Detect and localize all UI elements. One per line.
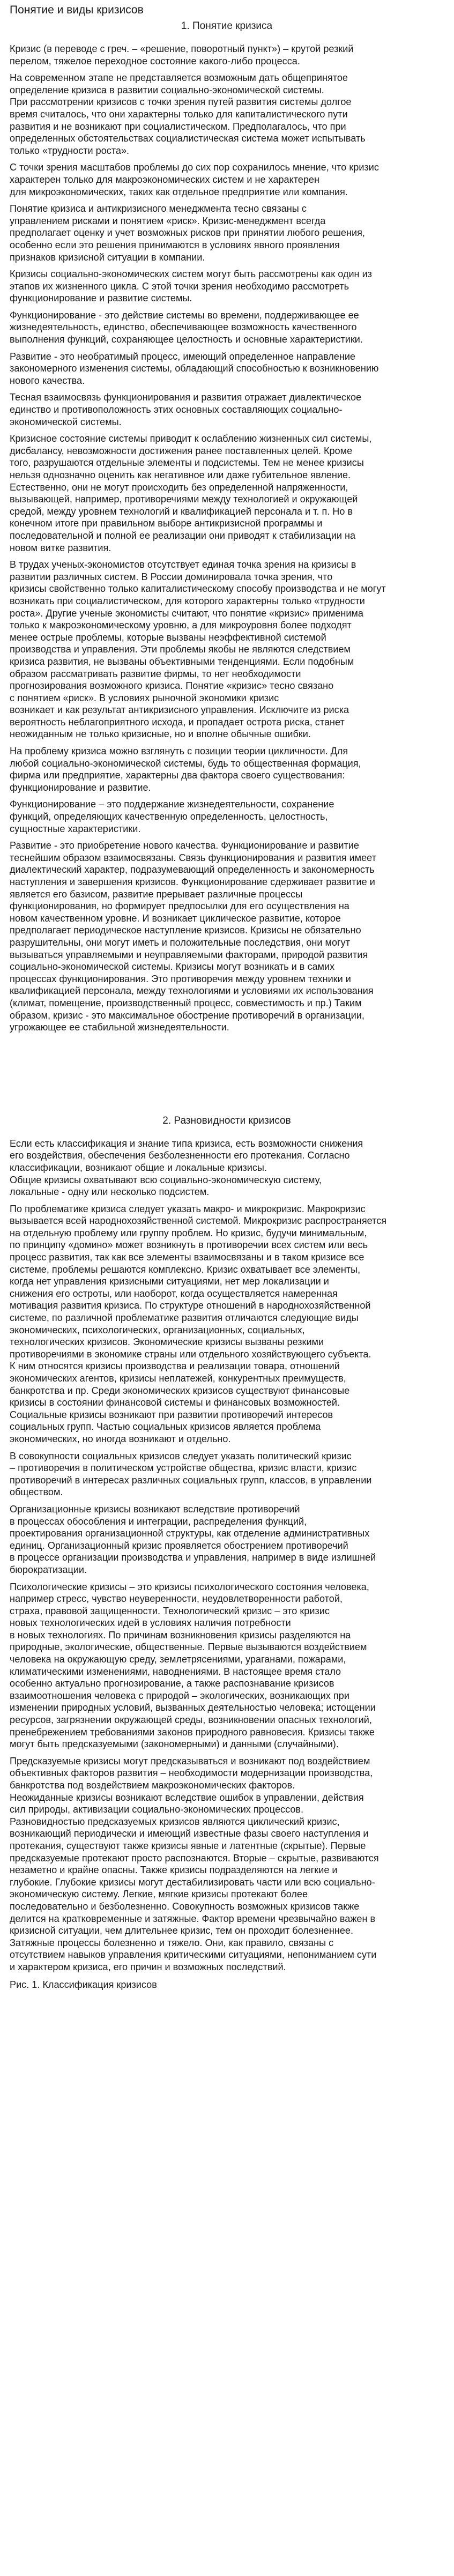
paragraph: Развитие - это необратимый процесс, имеющий определенное направление закономерного изменения системы, обладающий способностью к возникновению нового качества. — [10, 351, 379, 386]
paragraph: Тесная взаимосвязь функционирования и развития отражает диалектическое единство и противоположность этих основных составляющих социально- экономической системы. — [10, 392, 362, 427]
section-heading: 1. Понятие кризиса — [181, 20, 273, 32]
paragraph: Предсказуемые кризисы могут предсказываться и возникают под воздействием объективных факторов развития – необходимости модернизации производства, банкротства под воздействием макроэкономических факторов. Неожиданные кризисы возникают вследствие ошибок в управлении, действия сил природы, активизации социально-экономических процессов. Разновидностью предсказуемых кризисов являются циклический кризис, возникающий периодически и имеющий известные фазы своего наступления и протекания, существуют также кризисы явные и латентные (скрытые). Первые предсказуемые протекают просто распознаются. Вторые – скрытые, развиваются незаметно и крайне опасны. Также кризисы подразделяются на легкие и глубокие. Глубокие кризисы могут дестабилизировать части или всю социально- экономическую систему. Легкие, мягкие кризисы протекают более последовательно и безболезненно. Совокупность возможных кризисов также делится на кратковременные и затяжные. Фактор времени чрезвычайно важен в кризисной ситуации, чем длительнее кризис, тем он проходит болезненнее. Затяжные процессы болезненно и тяжело. Они, как правило, связаны с отсутствием навыков управления критическими ситуациями, непониманием сути и характером кризиса, его причин и возможных последствий. — [10, 1755, 379, 1972]
paragraph: В совокупности социальных кризисов следует указать политический кризис – противоречия в политическом устройстве общества, кризис власти, кризис противоречий в интересах различных социальных групп, классов, в управлении обществом. — [10, 1450, 372, 1498]
paragraph: Если есть классификация и знание типа кризиса, есть возможности снижения его воздействия, обеспечения безболезненности его протекания. Согласно классификации, возникают общие и локальные кризисы. Общие кризисы охватывают всю социально-экономическую систему, локальные - одну или несколько подсистем. — [10, 1138, 363, 1198]
section-types — [10, 1114, 444, 1973]
paragraph: Функционирование – это поддержание жизнедеятельности, сохранение функций, определяющих качественную определенность, целостность, сущностные характеристики. — [10, 799, 334, 834]
paragraph: Кризис (в переводе с греч. – «решение, поворотный пункт») – крутой резкий перелом, тяжелое переходное состояние какого-либо процесса. — [10, 43, 354, 66]
paragraph: С точки зрения масштабов проблемы до сих пор сохранилось мнение, что кризис характерен только для макроэкономических систем и не характерен для микроэкономических, таких как отдельное предприятие или компания. — [10, 162, 379, 197]
paragraph: Кризисное состояние системы приводит к ослаблению жизненных сил системы, дисбалансу, невозможности достижения ранее поставленных целей. Кроме того, разрушаются отдельные элементы и подсистемы. Тем не менее кризисы нельзя однозначно оценить как негативное или даже губительное явление. Естественно, они не могут происходить без определенной напряженности, вызывающей, например, противоречиями между технологией и окружающей средой, между уровнем технологий и квалификацией персонала и т. п. Но в конечном итоге при правильном выборе антикризисной программы и последовательной и полной ее реализации они приводят к стабилизации на новом витке развития. — [10, 433, 372, 553]
paragraph: Функционирование - это действие системы во времени, поддерживающее ее жизнедеятельность, единство, обеспечивающее возможность качественного выполнения функций, сохраняющее целостность и основные характеристики. — [10, 309, 363, 345]
paragraph: В трудах ученых-экономистов отсутствует единая точка зрения на кризисы в развитии различных систем. В России доминировала точка зрения, что кризисы свойственно только капиталистическому способу производства и не могут возникать при социалистическом, для которого характерны только «трудности роста». Другие ученые экономисты считают, что понятие «кризис» применима только к макроэкономическому уровню, а для микроуровня более подходят менее острые проблемы, которые вызваны неэффективной системой производства и управления. Эти проблемы якобы не являются следствием кризиса развития, не вызваны объективными тенденциями. Если подобным образом рассматривать развитие фирмы, то нет необходимости прогнозирования возможного кризиса. Понятие «кризис» тесно связано с понятием «риск». В условиях рыночной экономики кризис возникает и как результат антикризисного управления. Исключите из риска вероятность неблагоприятного исхода, и пропадает острота риска, станет неожиданным не только кризисные, но и вполне обычные ошибки. — [10, 559, 386, 740]
figure-caption: Рис. 1. Классификация кризисов — [10, 1979, 157, 1990]
paragraph: Организационные кризисы возникают вследствие противоречий в процессах обособления и интеграции, распределения функций, проектирования организационной структуры, как отделение административных единиц. Организационный кризис проявляется обострением противоречий в процессе организации производства и управления, например в виде излишней бюрократизации. — [10, 1503, 376, 1575]
paragraph: Понятие кризиса и антикризисного менеджмента тесно связаны с управлением рисками и понятием «риск». Кризис-менеджмент всегда предполагает оценку и учет возможных рисков при принятии любого решения, особенно если это решения принимаются в условиях явного проявления признаков кризисной ситуации в компании. — [10, 203, 365, 263]
page-title: Понятие и виды кризисов — [10, 4, 144, 16]
paragraph: Кризисы социально-экономических систем могут быть рассмотрены как один из этапов их жизненного цикла. С этой точки зрения необходимо рассмотреть функционирование и развитие системы. — [10, 269, 372, 304]
section-concept — [10, 19, 444, 1034]
paragraph: На современном этапе не представляется возможным дать общепринятое определение кризиса в развитии социально-экономической системы. При рассмотрении кризисов с точки зрения путей развития системы долгое время считалось, что они характерны только для капиталистического пути развития и не возникают при социалистическом. Предполагалось, что при определенных обстоятельствах социалистическая система может испытывать только «трудности роста». — [10, 72, 366, 156]
paragraph: Развитие - это приобретение нового качества. Функционирование и развитие теснейшим образом взаимосвязаны. Связь функционирования и развития имеет диалектический характер, подразумевающий определенность и закономерность наступления и завершения кризисов. Функционирование сдерживает развитие и является его базисом, развитие прерывает различные процессы функционирования, но формирует предпосылки для его осуществления на новом качественном уровне. И возникает циклическое развитие, которое предполагает периодическое наступление кризисов. Кризисы не обязательно разрушительны, они могут иметь и положительные последствия, они могут вызываться управляемыми и неуправляемыми факторами, природой развития социально-экономической системы. Кризисы могут возникать и в самих процессах функционирования. Это противоречия между уровнем техники и квалификацией персонала, между технологиями и условиями их использования (климат, помещение, производственный процесс, совместимость и пр.) Таким образом, кризис - это максимальное обострение противоречий в организации, угрожающее ее стабильной жизнедеятельности. — [10, 840, 376, 1033]
paragraph: Психологические кризисы – это кризисы психологического состояния человека, например стресс, чувство неуверенности, неудовлетворенности работой, страха, правовой защищенности. Технологический кризис – это кризис новых технологических идей в условиях наличия потребности в новых технологиях. По причинам возникновения кризисы разделяются на природные, экологические, общественные. Первые вызываются воздействием человека на окружающую среду, землетрясениями, ураганами, пожарами, климатическими изменениями, наводнениями. В настоящее время стало особенно актуально прогнозирование, а также распознавание кризисов взаимоотношения человека с природой – экологических, возникающих при изменении природных условий, вызванных деятельностью человека; истощении ресурсов, загрязнении окружающей среды, возникновении опасных технологий, пренебрежением требованиями законов природного равновесия. Кризисы также могут быть предсказуемыми (закономерными) и данными (случайными). — [10, 1581, 376, 1750]
paragraph: По проблематике кризиса следует указать макро- и микрокризис. Макрокризис вызывается всей народнохозяйственной системой. Микрокризис распространяется на отдельную проблему или группу проблем. Но кризис, будучи минимальным, по принципу «домино» может возникнуть в противоречии всех систем или весь процесс развития, так как все элементы взаимосвязаны и в таком кризисе все системе, проблемы решаются комплексно. Кризис охватывает все элементы, когда нет управления кризисными ситуациями, нет мер локализации и снижения его остроты, или наоборот, когда осуществляется намеренная мотивация развития кризиса. По структуре отношений в народнохозяйственной системе, по различной проблематике развития отличаются следующие виды экономических, психологических, организационных, социальных, технологических кризисов. Экономические кризисы вызваны резкими противоречиями в экономике страны или отдельного хозяйствующего субъекта. К ним относятся кризисы производства и реализации товара, отношений экономических агентов, кризисы неплатежей, конкурентных преимуществ, банкротства и пр. Среди экономических кризисов существуют финансовые кризисы в состоянии финансовой системы и финансовых возможностей. Социальные кризисы возникают при развитии противоречий интересов социальных групп. Частью социальных кризисов является проблема экономических, но иногда возникают и отдельно. — [10, 1203, 387, 1444]
paragraph: На проблему кризиса можно взглянуть с позиции теории цикличности. Для любой социально-экономической системы, будь то общественная формация, фирма или предприятие, характерны два фактора своего существования: функционирование и развитие. — [10, 746, 361, 793]
section-heading: 2. Разновидности кризисов — [162, 1115, 291, 1126]
